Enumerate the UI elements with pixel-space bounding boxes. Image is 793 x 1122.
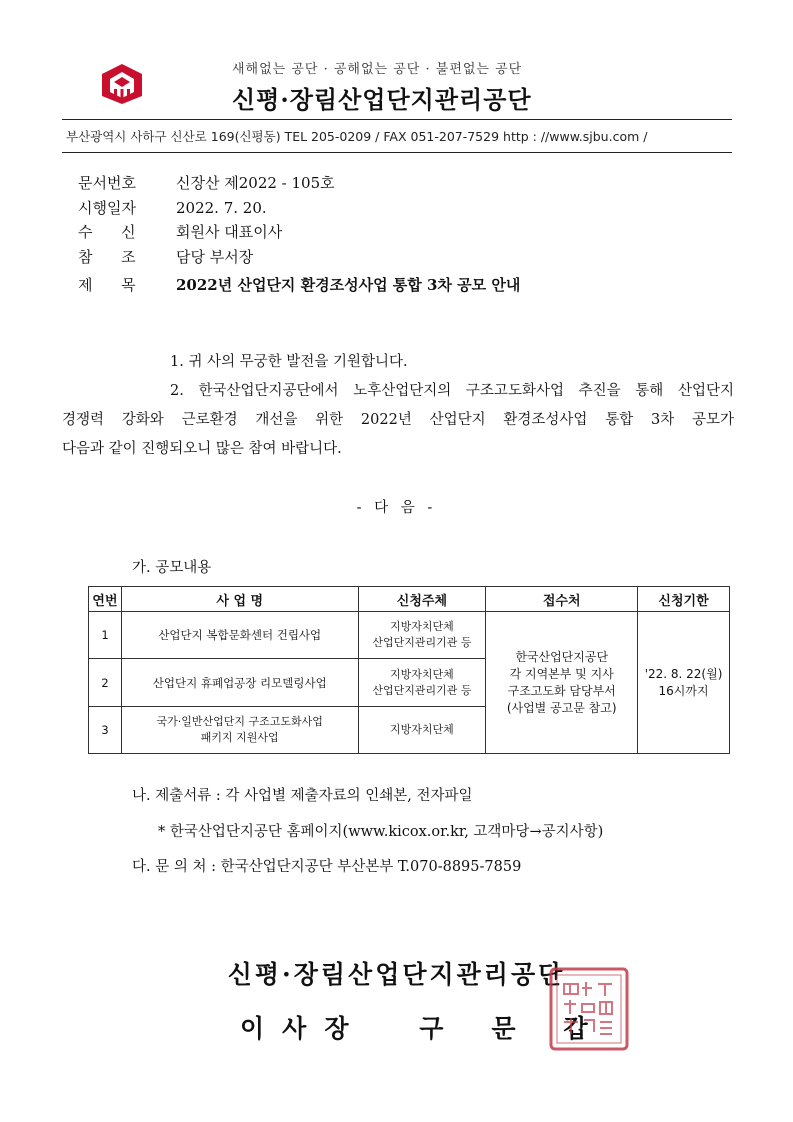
- section-heading: - 다 음 -: [356, 500, 437, 516]
- applicant-line: 산업단지관리기관 등: [372, 636, 472, 649]
- program-table: [88, 586, 730, 754]
- meta-value: 담당 부서장: [176, 248, 254, 266]
- meta-label: 제 목: [78, 276, 136, 294]
- header-reception: 접수처: [486, 587, 638, 612]
- row-name: 산업단지 휴폐업공장 리모델링사업: [121, 659, 358, 707]
- meta-label: 수 신: [78, 223, 136, 241]
- reception-line: 한국산업단지공단: [515, 649, 609, 664]
- letter-body: [62, 348, 734, 464]
- section-da: 다. 문 의 처 : 한국산업단지공단 부산본부 T.070-8895-7859: [132, 859, 522, 875]
- row-no: 3: [89, 707, 122, 754]
- meta-subject: [78, 274, 520, 295]
- section-ga: 가. 공모내용: [132, 560, 212, 576]
- header-divider-bottom: [62, 152, 732, 153]
- applicant-line: 지방자치단체: [390, 620, 454, 633]
- homepage-note: * 한국산업단지공단 홈페이지(www.kicox.or.kr, 고객마당→공지사항): [158, 824, 604, 840]
- section-na: 나. 제출서류 : 각 사업별 제출자료의 인쇄본, 전자파일: [132, 788, 473, 804]
- deadline-cell: [638, 612, 730, 754]
- meta-label: 시행일자: [78, 199, 136, 217]
- paragraph-2-line-3: 다음과 같이 진행되오니 많은 참여 바랍니다.: [62, 441, 342, 457]
- meta-value: 신장산 제2022 - 105호: [176, 174, 335, 192]
- meta-value: 회원사 대표이사: [176, 223, 283, 241]
- signature-letter: 이: [240, 1014, 265, 1043]
- slogan: 새해없는 공단 · 공해없는 공단 · 불편없는 공단: [232, 62, 523, 77]
- meta-label: 문서번호: [78, 174, 136, 192]
- reception-line: (사업별 공고문 참고): [506, 700, 617, 715]
- signature-letter: 장: [324, 1014, 349, 1043]
- meta-value: 2022. 7. 20.: [176, 199, 267, 217]
- signature-title: [240, 1009, 348, 1045]
- paragraph-2-line-1: 2. 한국산업단지공단에서 노후산업단지의 구조고도화사업 추진을 통해 산업단지: [170, 383, 734, 399]
- header-name: 사 업 명: [121, 587, 358, 612]
- paragraph-1: 1. 귀 사의 무궁한 발전을 기원합니다.: [170, 354, 408, 370]
- table-header-row: [89, 587, 730, 612]
- meta-reference: [78, 246, 253, 267]
- applicant-line: 지방자치단체: [390, 667, 454, 681]
- meta-value: 2022년 산업단지 환경조성사업 통합 3차 공모 안내: [176, 276, 521, 294]
- row-applicant: [358, 612, 486, 659]
- applicant-line: 산업단지관리기관 등: [372, 683, 472, 697]
- org-address: 부산광역시 사하구 신산로 169(신평동) TEL 205-0209 / FAX 051-207-7529 http : //www.sjbu.com /: [66, 129, 648, 144]
- row-applicant: 지방자치단체: [358, 707, 486, 754]
- header-divider-top: [62, 119, 732, 120]
- header-deadline: 신청기한: [638, 587, 730, 612]
- reception-cell: [486, 612, 638, 754]
- meta-label: 참 조: [78, 248, 136, 266]
- signature-letter: 구: [419, 1014, 444, 1043]
- row-name: [121, 707, 358, 754]
- row-no: 1: [89, 612, 122, 659]
- signature-letter: 갑: [563, 1014, 588, 1043]
- signature-letter: 문: [491, 1014, 516, 1043]
- header-no: 연번: [89, 587, 122, 612]
- reception-line: 각 지역본부 및 지사: [509, 666, 614, 681]
- header-applicant: 신청주체: [358, 587, 486, 612]
- deadline-line: '22. 8. 22(월): [644, 666, 723, 681]
- table-row: [89, 612, 730, 659]
- meta-issue-date: [78, 197, 267, 218]
- paragraph-2-line-2: 경쟁력 강화와 근로환경 개선을 위한 2022년 산업단지 환경조성사업 통합 3차 공모가: [62, 412, 734, 428]
- signature-name-line: [240, 1009, 588, 1045]
- official-seal-icon: [548, 966, 630, 1052]
- signature-letter: 사: [282, 1014, 307, 1043]
- name-line: 패키지 지원사업: [200, 731, 279, 744]
- row-applicant: [358, 659, 486, 707]
- deadline-line: 16시까지: [658, 683, 709, 698]
- org-title: 신평·장림산업단지관리공단: [232, 85, 532, 114]
- organization-logo: [100, 62, 144, 106]
- row-name: 산업단지 복합문화센터 건립사업: [121, 612, 358, 659]
- signature-org: 신평·장림산업단지관리공단: [227, 960, 566, 989]
- reception-line: 구조고도화 담당부서: [507, 683, 616, 698]
- row-no: 2: [89, 659, 122, 707]
- meta-recipient: [78, 221, 282, 242]
- name-line: 국가·일반산업단지 구조고도화사업: [156, 715, 323, 728]
- meta-doc-number: [78, 172, 335, 193]
